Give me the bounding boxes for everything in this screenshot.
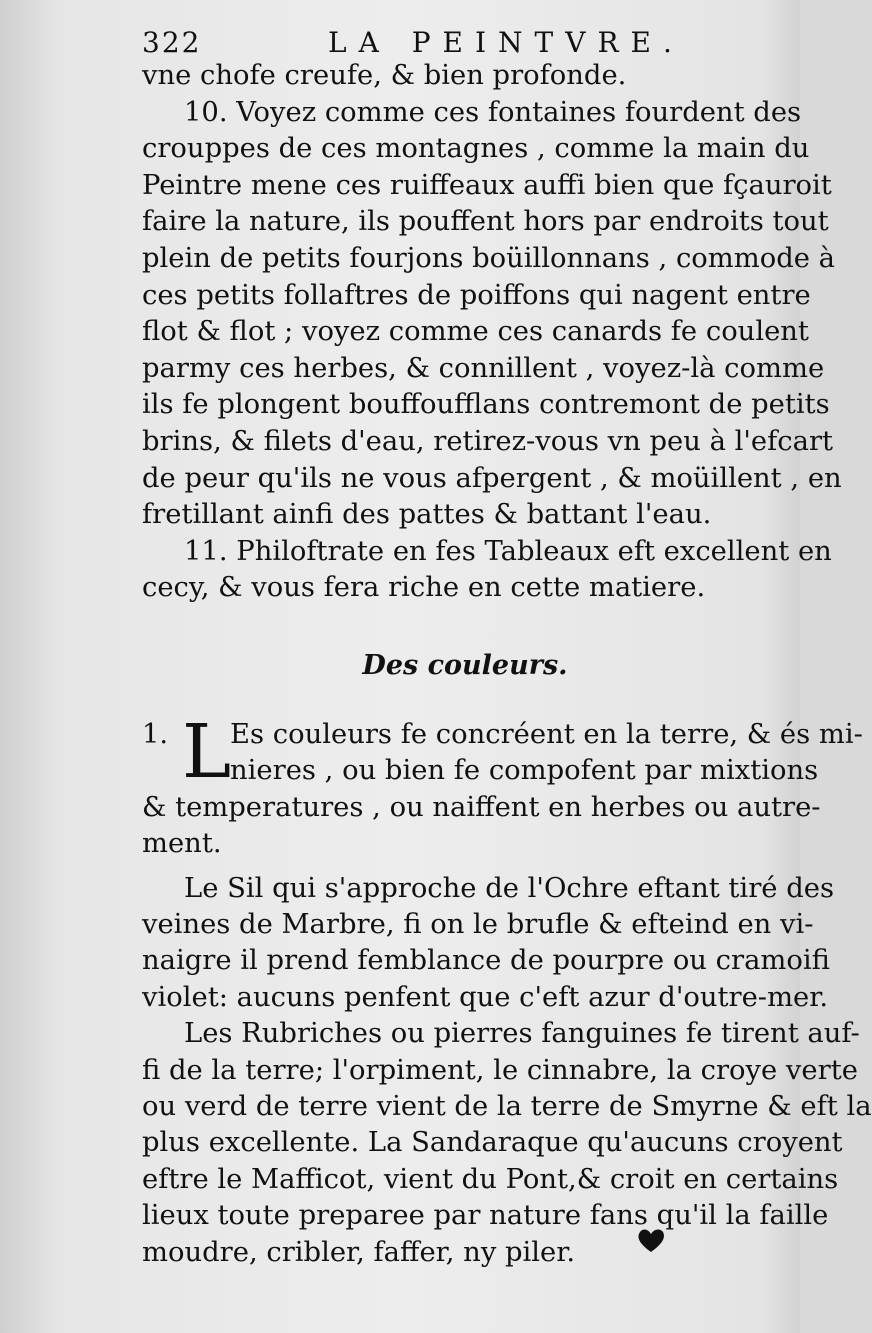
text-line: ces petits follaftres de poiffons qui nagent entre xyxy=(142,279,811,311)
text-line: ment. xyxy=(142,828,222,860)
text-line: eftre le Mafficot, vient du Pont,& croit en certains xyxy=(142,1163,839,1195)
drop-cap: L xyxy=(182,709,232,795)
page-number: 322 xyxy=(142,26,202,59)
text-line: fretillant ainfi des pattes & battant l'eau. xyxy=(142,499,712,531)
text-line: fi de la terre; l'orpiment, le cinnabre, la croye verte xyxy=(142,1054,858,1086)
text-line: Le Sil qui s'approche de l'Ochre eftant tiré des xyxy=(184,872,835,904)
text-line: Peintre mene ces ruiffeaux auffi bien que fçauroit xyxy=(142,169,832,201)
heart-ornament-icon xyxy=(636,1226,666,1254)
text-line: ils fe plongent bouffoufflans contremont de petits xyxy=(142,389,830,421)
text-line: 11. Philoftrate en fes Tableaux eft excellent en xyxy=(184,535,832,567)
text-line: Les Rubriches ou pierres fanguines fe tirent auf- xyxy=(184,1018,860,1050)
section-colours xyxy=(142,709,872,1271)
text-line: lieux toute preparee par nature fans qu'il la faille xyxy=(142,1200,829,1232)
text-line: moudre, cribler, faffer, ny piler. xyxy=(142,1236,576,1268)
text-line: & temperatures , ou naiffent en herbes ou autre- xyxy=(142,791,821,823)
text-line: naigre il prend femblance de pourpre ou cramoifi xyxy=(142,945,830,977)
running-title: LA PEINTVRE. xyxy=(328,26,684,59)
text-line: ou verd de terre vient de la terre de Smyrne & eft la xyxy=(142,1091,872,1123)
text-line: brins, & filets d'eau, retirez-vous vn peu à l'efcart xyxy=(142,425,834,457)
text-line: faire la nature, ils pouffent hors par endroits tout xyxy=(142,206,829,238)
text-line: violet: aucuns penfent que c'eft azur d'outre-mer. xyxy=(142,981,829,1013)
text-line: flot & flot ; voyez comme ces canards fe coulent xyxy=(142,316,809,348)
text-line: de peur qu'ils ne vous afpergent , & moüillent , en xyxy=(142,462,842,494)
text-line: plus excellente. La Sandaraque qu'aucuns croyent xyxy=(142,1127,843,1159)
article-number: 1. xyxy=(142,719,169,750)
text-line: crouppes de ces montagnes , comme la main du xyxy=(142,133,810,165)
text-line: cecy, & vous fera riche en cette matiere. xyxy=(142,572,706,604)
text-line: 10. Voyez comme ces fontaines fourdent des xyxy=(184,96,802,128)
text-line: plein de petits fourjons boüillonnans , commode à xyxy=(142,242,836,274)
section-heading: Des couleurs. xyxy=(362,650,568,681)
text-line: Es couleurs fe concréent en la terre, & és mi- xyxy=(230,719,863,750)
text-line: nieres , ou bien fe compofent par mixtions xyxy=(230,755,819,787)
first-paragraph xyxy=(142,709,863,863)
text-line: vne chofe creufe, & bien profonde. xyxy=(142,60,627,91)
main-text xyxy=(142,58,842,681)
text-line: parmy ces herbes, & connillent , voyez-là comme xyxy=(142,352,825,384)
text-line: veines de Marbre, fi on le brufle & efteind en vi- xyxy=(142,909,814,941)
